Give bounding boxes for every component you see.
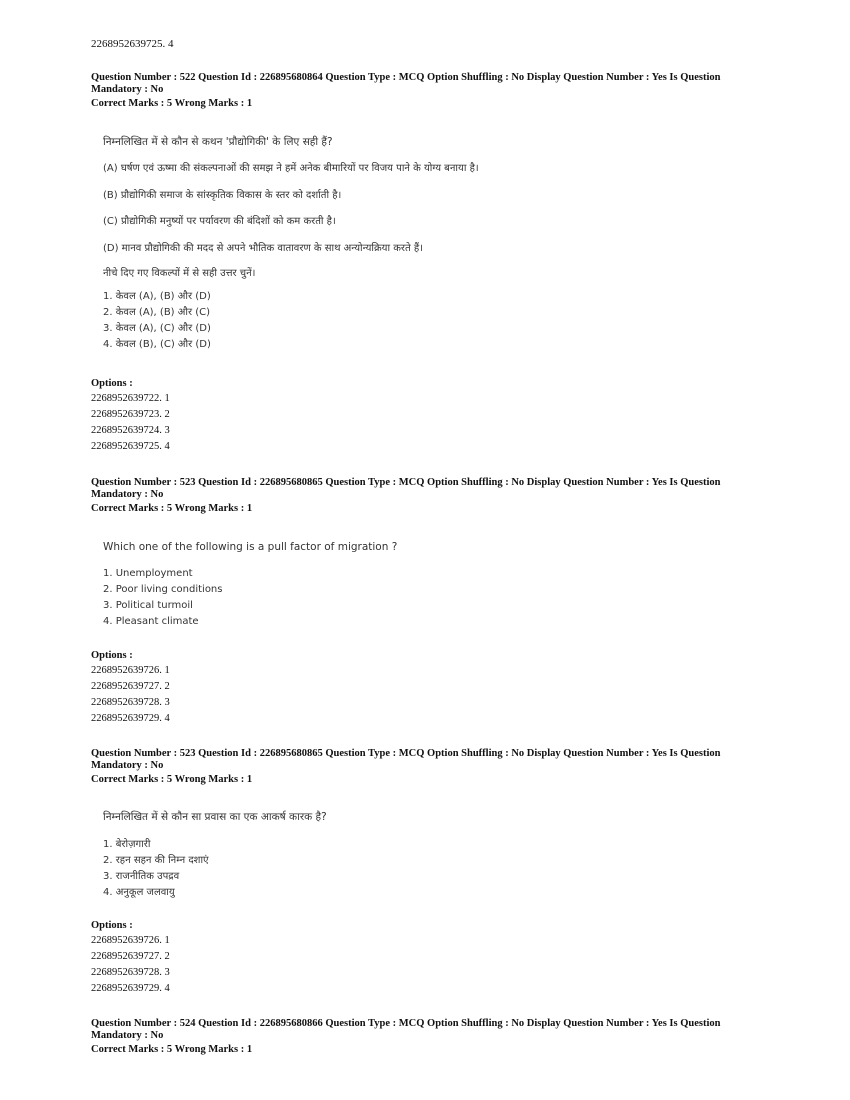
option-row: 2268952639725. 4: [91, 441, 170, 452]
options-title: Options :: [91, 920, 133, 931]
option-row: 2268952639726. 1: [91, 665, 170, 676]
question-block-524: [91, 1018, 751, 1056]
choice-list: [103, 837, 763, 901]
choice-1: 1. बेरोज़गारी: [103, 839, 151, 850]
option-row: 2268952639727. 2: [91, 951, 170, 962]
options-section-523-hi: [91, 920, 170, 997]
question-block-523-hi: [91, 748, 751, 786]
choice-2: 2. रहन सहन की निम्न दशाएं: [103, 855, 209, 866]
question-header-line-2: Mandatory : No: [91, 489, 164, 500]
statement-a: (A) घर्षण एवं ऊष्मा की संकल्पनाओं की समझ ने हमें अनेक बीमारियों पर विजय पाने के योग्य बनाया है।: [103, 163, 479, 174]
question-stem: निम्नलिखित में से कौन सा प्रवास का एक आकर्ष कारक है?: [103, 811, 327, 823]
options-section-523-en: [91, 650, 170, 727]
option-row: 2268952639727. 2: [91, 681, 170, 692]
question-header-line-1: Question Number : 523 Question Id : 226895680865 Question Type : MCQ Option Shuffling : No Display Question Number : Yes Is Question: [91, 477, 721, 488]
options-section-522: [91, 378, 170, 455]
question-marks: Correct Marks : 5 Wrong Marks : 1: [91, 1044, 253, 1055]
choice-1: 1. Unemployment: [103, 568, 193, 579]
option-row: 2268952639724. 3: [91, 425, 170, 436]
question-stem: निम्नलिखित में से कौन से कथन 'प्रौद्योगिकी' के लिए सही हैं?: [103, 136, 333, 148]
choice-4: 4. Pleasant climate: [103, 616, 199, 627]
choice-4: 4. अनुकूल जलवायु: [103, 887, 175, 898]
choice-3: 3. केवल (A), (C) और (D): [103, 323, 211, 334]
option-row: 2268952639728. 3: [91, 967, 170, 978]
statement-b: (B) प्रौद्योगिकी समाज के सांस्कृतिक विकास के स्तर को दर्शाती है।: [103, 190, 342, 201]
choice-3: 3. राजनीतिक उपद्रव: [103, 871, 180, 882]
question-body-522: [103, 135, 763, 353]
question-header-line-1: Question Number : 522 Question Id : 226895680864 Question Type : MCQ Option Shuffling : No Display Question Number : Yes Is Question: [91, 72, 721, 83]
question-header: [91, 72, 751, 110]
statement-c: (C) प्रौद्योगिकी मनुष्यों पर पर्यावरण की बंदिशों को कम करती है।: [103, 216, 336, 227]
choice-3: 3. Political turmoil: [103, 600, 193, 611]
question-body-523-en: [103, 541, 763, 630]
option-row: 2268952639726. 1: [91, 935, 170, 946]
choice-1: 1. केवल (A), (B) और (D): [103, 291, 211, 302]
choice-2: 2. केवल (A), (B) और (C): [103, 307, 211, 318]
question-block-523-en: [91, 477, 751, 515]
question-header: [91, 477, 751, 515]
option-row: 2268952639723. 2: [91, 409, 170, 420]
options-title: Options :: [91, 378, 133, 389]
option-row: 2268952639729. 4: [91, 983, 170, 994]
instruction-text: नीचे दिए गए विकल्पों में से सही उत्तर चुनें।: [103, 268, 256, 279]
choice-list: [103, 566, 763, 630]
choice-list: [103, 289, 763, 353]
question-block-522: [91, 72, 751, 110]
question-stem: Which one of the following is a pull factor of migration ?: [103, 541, 398, 553]
question-marks: Correct Marks : 5 Wrong Marks : 1: [91, 98, 253, 109]
question-header-line-2: Mandatory : No: [91, 760, 164, 771]
question-header-line-1: Question Number : 524 Question Id : 226895680866 Question Type : MCQ Option Shuffling : No Display Question Number : Yes Is Question: [91, 1018, 721, 1029]
question-header: [91, 748, 751, 786]
choice-4: 4. केवल (B), (C) और (D): [103, 339, 211, 350]
option-row: 2268952639729. 4: [91, 713, 170, 724]
option-row: 2268952639728. 3: [91, 697, 170, 708]
statement-d: (D) मानव प्रौद्योगिकी की मदद से अपने भौतिक वातावरण के साथ अन्योन्यक्रिया करते हैं।: [103, 243, 423, 254]
previous-option-line: 2268952639725. 4: [91, 38, 174, 50]
options-title: Options :: [91, 650, 133, 661]
choice-2: 2. Poor living conditions: [103, 584, 223, 595]
question-header: [91, 1018, 751, 1056]
question-marks: Correct Marks : 5 Wrong Marks : 1: [91, 774, 253, 785]
question-body-523-hi: [103, 810, 763, 901]
option-row: 2268952639722. 1: [91, 393, 170, 404]
question-header-line-2: Mandatory : No: [91, 84, 164, 95]
question-marks: Correct Marks : 5 Wrong Marks : 1: [91, 503, 253, 514]
question-header-line-2: Mandatory : No: [91, 1030, 164, 1041]
question-header-line-1: Question Number : 523 Question Id : 226895680865 Question Type : MCQ Option Shuffling : No Display Question Number : Yes Is Question: [91, 748, 721, 759]
